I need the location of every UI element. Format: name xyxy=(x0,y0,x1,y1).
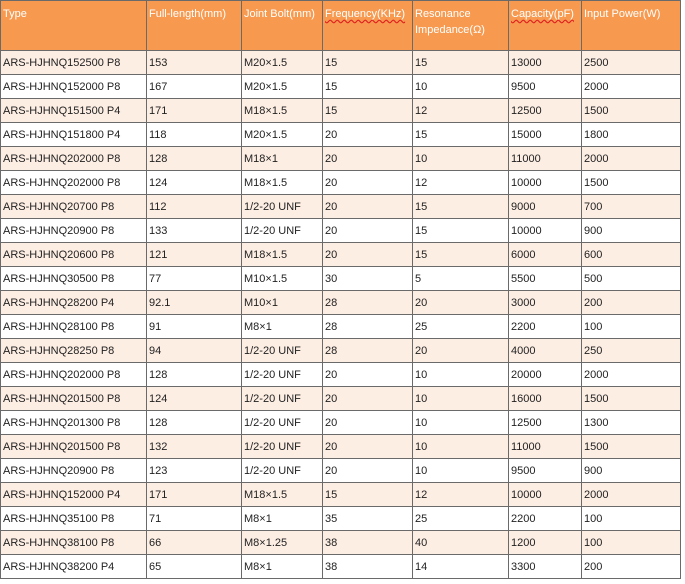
full-length-cell: 123 xyxy=(147,459,242,483)
type-cell: ARS-HJHNQ30500 P8 xyxy=(1,267,147,291)
impedance-cell: 10 xyxy=(413,411,509,435)
impedance-cell: 15 xyxy=(413,243,509,267)
joint-bolt-cell: 1/2-20 UNF xyxy=(242,459,323,483)
capacity-cell: 5500 xyxy=(509,267,582,291)
type-cell: ARS-HJHNQ38200 P4 xyxy=(1,555,147,579)
input-power-cell: 500 xyxy=(582,267,681,291)
full-length-cell: 66 xyxy=(147,531,242,555)
full-length-cell: 124 xyxy=(147,171,242,195)
capacity-cell: 2200 xyxy=(509,507,582,531)
frequency-cell: 20 xyxy=(323,411,413,435)
impedance-cell: 10 xyxy=(413,147,509,171)
capacity-cell: 12500 xyxy=(509,99,582,123)
input-power-cell: 1500 xyxy=(582,387,681,411)
impedance-cell: 15 xyxy=(413,195,509,219)
table-row xyxy=(1,75,681,99)
capacity-cell: 13000 xyxy=(509,51,582,75)
full-length-cell: 153 xyxy=(147,51,242,75)
frequency-cell: 30 xyxy=(323,267,413,291)
joint-bolt-cell: 1/2-20 UNF xyxy=(242,195,323,219)
table-row xyxy=(1,315,681,339)
capacity-cell: 16000 xyxy=(509,387,582,411)
column-header-joint-bolt: Joint Bolt(mm) xyxy=(242,1,323,51)
joint-bolt-cell: 1/2-20 UNF xyxy=(242,219,323,243)
frequency-cell: 15 xyxy=(323,51,413,75)
impedance-cell: 10 xyxy=(413,387,509,411)
joint-bolt-cell: M18×1.5 xyxy=(242,99,323,123)
type-cell: ARS-HJHNQ201300 P8 xyxy=(1,411,147,435)
full-length-cell: 65 xyxy=(147,555,242,579)
input-power-cell: 1500 xyxy=(582,171,681,195)
type-cell: ARS-HJHNQ38100 P8 xyxy=(1,531,147,555)
capacity-cell: 12500 xyxy=(509,411,582,435)
impedance-cell: 14 xyxy=(413,555,509,579)
type-cell: ARS-HJHNQ152000 P8 xyxy=(1,75,147,99)
table-row xyxy=(1,243,681,267)
capacity-cell: 2200 xyxy=(509,315,582,339)
joint-bolt-cell: M20×1.5 xyxy=(242,75,323,99)
table-row xyxy=(1,195,681,219)
capacity-cell: 9500 xyxy=(509,75,582,99)
column-header-full-length: Full-length(mm) xyxy=(147,1,242,51)
frequency-cell: 20 xyxy=(323,243,413,267)
impedance-cell: 20 xyxy=(413,291,509,315)
frequency-cell: 28 xyxy=(323,291,413,315)
capacity-cell: 11000 xyxy=(509,147,582,171)
table-row xyxy=(1,219,681,243)
joint-bolt-cell: M18×1.5 xyxy=(242,483,323,507)
impedance-cell: 12 xyxy=(413,99,509,123)
impedance-cell: 10 xyxy=(413,459,509,483)
input-power-cell: 2000 xyxy=(582,363,681,387)
joint-bolt-cell: 1/2-20 UNF xyxy=(242,435,323,459)
type-cell: ARS-HJHNQ20900 P8 xyxy=(1,459,147,483)
impedance-cell: 25 xyxy=(413,315,509,339)
type-cell: ARS-HJHNQ201500 P8 xyxy=(1,387,147,411)
input-power-cell: 100 xyxy=(582,531,681,555)
type-cell: ARS-HJHNQ202000 P8 xyxy=(1,171,147,195)
frequency-cell: 20 xyxy=(323,219,413,243)
table-row xyxy=(1,267,681,291)
frequency-cell: 15 xyxy=(323,483,413,507)
full-length-cell: 112 xyxy=(147,195,242,219)
table-row xyxy=(1,411,681,435)
impedance-cell: 10 xyxy=(413,435,509,459)
full-length-cell: 92.1 xyxy=(147,291,242,315)
table-row xyxy=(1,387,681,411)
type-cell: ARS-HJHNQ152500 P8 xyxy=(1,51,147,75)
joint-bolt-cell: M10×1 xyxy=(242,291,323,315)
capacity-cell: 9000 xyxy=(509,195,582,219)
frequency-cell: 20 xyxy=(323,147,413,171)
input-power-cell: 1300 xyxy=(582,411,681,435)
frequency-cell: 20 xyxy=(323,195,413,219)
type-cell: ARS-HJHNQ202000 P8 xyxy=(1,147,147,171)
type-cell: ARS-HJHNQ28200 P4 xyxy=(1,291,147,315)
capacity-cell: 10000 xyxy=(509,219,582,243)
input-power-cell: 2500 xyxy=(582,51,681,75)
full-length-cell: 91 xyxy=(147,315,242,339)
frequency-cell: 20 xyxy=(323,435,413,459)
column-header-capacity: Capacity(pF) xyxy=(509,1,582,51)
table-row xyxy=(1,555,681,579)
table-row xyxy=(1,123,681,147)
full-length-cell: 171 xyxy=(147,99,242,123)
joint-bolt-cell: M20×1.5 xyxy=(242,123,323,147)
type-cell: ARS-HJHNQ152000 P4 xyxy=(1,483,147,507)
table-row xyxy=(1,531,681,555)
input-power-cell: 100 xyxy=(582,507,681,531)
type-cell: ARS-HJHNQ201500 P8 xyxy=(1,435,147,459)
input-power-cell: 1800 xyxy=(582,123,681,147)
input-power-cell: 600 xyxy=(582,243,681,267)
full-length-cell: 128 xyxy=(147,411,242,435)
input-power-cell: 200 xyxy=(582,291,681,315)
joint-bolt-cell: M8×1 xyxy=(242,555,323,579)
impedance-cell: 10 xyxy=(413,75,509,99)
joint-bolt-cell: M8×1 xyxy=(242,507,323,531)
frequency-cell: 38 xyxy=(323,531,413,555)
full-length-cell: 167 xyxy=(147,75,242,99)
joint-bolt-cell: M8×1.25 xyxy=(242,531,323,555)
frequency-cell: 28 xyxy=(323,339,413,363)
header-row xyxy=(1,1,681,51)
table-body xyxy=(1,51,681,579)
capacity-cell: 10000 xyxy=(509,483,582,507)
full-length-cell: 124 xyxy=(147,387,242,411)
type-cell: ARS-HJHNQ20600 P8 xyxy=(1,243,147,267)
input-power-cell: 900 xyxy=(582,219,681,243)
table-row xyxy=(1,363,681,387)
type-cell: ARS-HJHNQ202000 P8 xyxy=(1,363,147,387)
type-cell: ARS-HJHNQ20900 P8 xyxy=(1,219,147,243)
impedance-cell: 40 xyxy=(413,531,509,555)
capacity-cell: 6000 xyxy=(509,243,582,267)
table-row xyxy=(1,291,681,315)
impedance-cell: 15 xyxy=(413,219,509,243)
joint-bolt-cell: 1/2-20 UNF xyxy=(242,411,323,435)
capacity-cell: 15000 xyxy=(509,123,582,147)
impedance-cell: 20 xyxy=(413,339,509,363)
frequency-cell: 20 xyxy=(323,171,413,195)
impedance-cell: 12 xyxy=(413,171,509,195)
type-cell: ARS-HJHNQ151500 P4 xyxy=(1,99,147,123)
frequency-cell: 15 xyxy=(323,99,413,123)
joint-bolt-cell: M18×1.5 xyxy=(242,171,323,195)
input-power-cell: 2000 xyxy=(582,483,681,507)
joint-bolt-cell: M18×1.5 xyxy=(242,243,323,267)
full-length-cell: 171 xyxy=(147,483,242,507)
column-header-frequency: Frequency(KHz) xyxy=(323,1,413,51)
full-length-cell: 121 xyxy=(147,243,242,267)
frequency-cell: 38 xyxy=(323,555,413,579)
full-length-cell: 133 xyxy=(147,219,242,243)
table-row xyxy=(1,435,681,459)
input-power-cell: 700 xyxy=(582,195,681,219)
input-power-cell: 200 xyxy=(582,555,681,579)
impedance-cell: 15 xyxy=(413,51,509,75)
impedance-cell: 5 xyxy=(413,267,509,291)
input-power-cell: 2000 xyxy=(582,147,681,171)
joint-bolt-cell: M8×1 xyxy=(242,315,323,339)
capacity-cell: 4000 xyxy=(509,339,582,363)
full-length-cell: 132 xyxy=(147,435,242,459)
column-header-input-power: Input Power(W) xyxy=(582,1,681,51)
column-header-type: Type xyxy=(1,1,147,51)
impedance-cell: 25 xyxy=(413,507,509,531)
input-power-cell: 1500 xyxy=(582,99,681,123)
impedance-cell: 10 xyxy=(413,363,509,387)
joint-bolt-cell: M18×1 xyxy=(242,147,323,171)
joint-bolt-cell: 1/2-20 UNF xyxy=(242,387,323,411)
frequency-cell: 20 xyxy=(323,387,413,411)
capacity-cell: 3300 xyxy=(509,555,582,579)
joint-bolt-cell: M20×1.5 xyxy=(242,51,323,75)
table-row xyxy=(1,459,681,483)
table-row xyxy=(1,99,681,123)
capacity-cell: 1200 xyxy=(509,531,582,555)
table-row xyxy=(1,171,681,195)
type-cell: ARS-HJHNQ151800 P4 xyxy=(1,123,147,147)
table-row xyxy=(1,507,681,531)
frequency-cell: 20 xyxy=(323,363,413,387)
frequency-cell: 20 xyxy=(323,123,413,147)
column-header-resonance-impedance: Resonance Impedance(Ω) xyxy=(413,1,509,51)
joint-bolt-cell: 1/2-20 UNF xyxy=(242,363,323,387)
table-row xyxy=(1,51,681,75)
capacity-cell: 10000 xyxy=(509,171,582,195)
input-power-cell: 250 xyxy=(582,339,681,363)
table-row xyxy=(1,339,681,363)
frequency-cell: 20 xyxy=(323,459,413,483)
type-cell: ARS-HJHNQ28100 P8 xyxy=(1,315,147,339)
capacity-cell: 3000 xyxy=(509,291,582,315)
input-power-cell: 900 xyxy=(582,459,681,483)
input-power-cell: 2000 xyxy=(582,75,681,99)
table-row xyxy=(1,483,681,507)
type-cell: ARS-HJHNQ35100 P8 xyxy=(1,507,147,531)
full-length-cell: 128 xyxy=(147,363,242,387)
input-power-cell: 1500 xyxy=(582,435,681,459)
full-length-cell: 77 xyxy=(147,267,242,291)
input-power-cell: 100 xyxy=(582,315,681,339)
frequency-cell: 28 xyxy=(323,315,413,339)
full-length-cell: 118 xyxy=(147,123,242,147)
joint-bolt-cell: M10×1.5 xyxy=(242,267,323,291)
frequency-cell: 35 xyxy=(323,507,413,531)
capacity-cell: 11000 xyxy=(509,435,582,459)
full-length-cell: 71 xyxy=(147,507,242,531)
table-row xyxy=(1,147,681,171)
impedance-cell: 15 xyxy=(413,123,509,147)
capacity-cell: 9500 xyxy=(509,459,582,483)
impedance-cell: 12 xyxy=(413,483,509,507)
capacity-cell: 20000 xyxy=(509,363,582,387)
full-length-cell: 128 xyxy=(147,147,242,171)
type-cell: ARS-HJHNQ28250 P8 xyxy=(1,339,147,363)
full-length-cell: 94 xyxy=(147,339,242,363)
frequency-cell: 15 xyxy=(323,75,413,99)
type-cell: ARS-HJHNQ20700 P8 xyxy=(1,195,147,219)
joint-bolt-cell: 1/2-20 UNF xyxy=(242,339,323,363)
